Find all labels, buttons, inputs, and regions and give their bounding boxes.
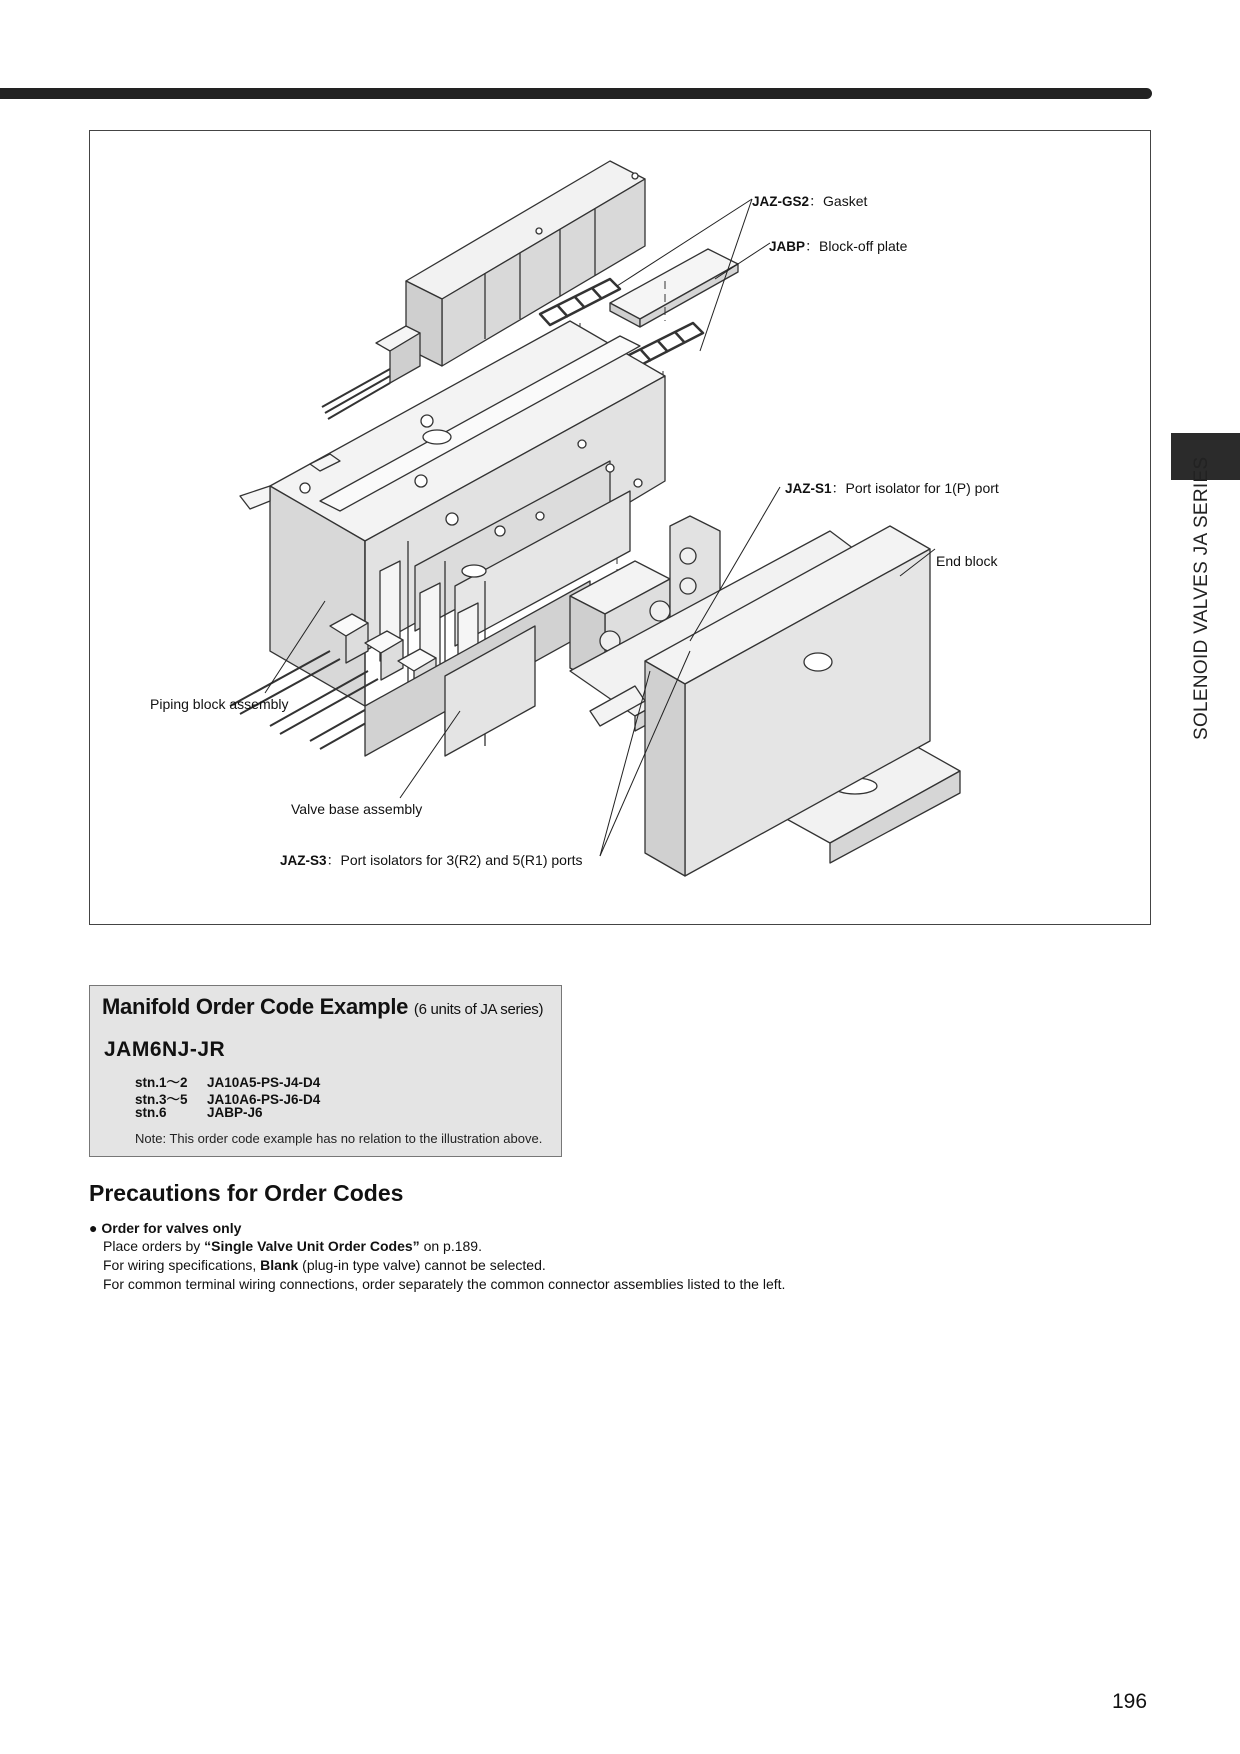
precaution-line-3: For common terminal wiring connections, order separately the common connector assemblies listed to the left.: [103, 1276, 786, 1292]
callout-gasket: [752, 191, 867, 211]
exploded-view-figure: [89, 130, 1151, 925]
callout-piping-block: [150, 696, 289, 712]
bullet-icon: ●: [89, 1220, 98, 1236]
callout-piping-block-text: Piping block assembly: [150, 696, 289, 712]
precautions-heading: Precautions for Order Codes: [89, 1180, 404, 1206]
order-example-title: [102, 994, 543, 1020]
callout-block-off-plate-code: JABP: [769, 239, 806, 254]
station-label: stn.1～2: [135, 1075, 188, 1090]
top-rule: [0, 88, 1152, 99]
callout-gasket-text: Gasket: [823, 193, 868, 209]
precaution-line-1-suffix: on p.189.: [419, 1238, 482, 1254]
bullet-title: Order for valves only: [101, 1220, 242, 1236]
callout-end-block-text: End block: [936, 553, 998, 569]
page-number: 196: [1112, 1690, 1148, 1713]
callout-port-isolator-p-sep: ：: [831, 480, 846, 496]
callout-port-isolator-p-text: Port isolator for 1(P) port: [845, 480, 999, 496]
callout-block-off-plate: [769, 236, 907, 256]
callout-gasket-sep: ：: [809, 193, 824, 209]
manifold-illustration: [90, 131, 1150, 924]
station-label: stn.3～5: [135, 1092, 188, 1107]
station-code: JABP-J6: [207, 1105, 263, 1120]
callout-port-isolators-r-sep: ：: [326, 852, 341, 868]
station-code: JA10A6-PS-J6-D4: [207, 1092, 321, 1107]
callout-port-isolator-p-code: JAZ-S1: [785, 481, 832, 496]
callout-gasket-code: JAZ-GS2: [752, 194, 810, 209]
precautions-bullet: [89, 1220, 241, 1236]
block-off-plate-drawing: [610, 249, 738, 327]
station-label: stn.6: [135, 1105, 167, 1120]
precaution-line-2-prefix: For wiring specifications,: [103, 1257, 261, 1273]
callout-valve-base-text: Valve base assembly: [291, 801, 423, 817]
callout-port-isolator-p: [785, 478, 999, 498]
precaution-line-1-bold: “Single Valve Unit Order Codes”: [204, 1238, 420, 1254]
order-example-note: Note: This order code example has no relation to the illustration above.: [135, 1131, 543, 1146]
order-code-example-box: [89, 985, 562, 1157]
callout-port-isolators-r-code: JAZ-S3: [280, 853, 327, 868]
precaution-line-2-bold: Blank: [260, 1257, 299, 1273]
manifold-order-code: JAM6NJ-JR: [104, 1038, 226, 1061]
callout-block-off-plate-sep: ：: [805, 238, 820, 254]
station-code: JA10A5-PS-J4-D4: [207, 1075, 321, 1090]
station-row: [135, 1105, 263, 1120]
callout-valve-base: [291, 801, 422, 817]
precaution-line-2: [103, 1257, 546, 1273]
callout-end-block: [936, 553, 997, 569]
callout-block-off-plate-text: Block-off plate: [819, 238, 908, 254]
series-side-label: SOLENOID VALVES JA SERIES: [1191, 456, 1212, 740]
precaution-line-1: [103, 1238, 482, 1254]
callout-port-isolators-r-text: Port isolators for 3(R2) and 5(R1) ports: [340, 852, 583, 868]
callout-port-isolators-r: [280, 850, 583, 870]
order-example-title-text: Manifold Order Code Example: [102, 994, 409, 1019]
precaution-line-1-prefix: Place orders by: [103, 1238, 205, 1254]
order-example-subtitle: (6 units of JA series): [413, 1001, 544, 1018]
precaution-line-2-suffix: (plug-in type valve) cannot be selected.: [298, 1257, 546, 1273]
